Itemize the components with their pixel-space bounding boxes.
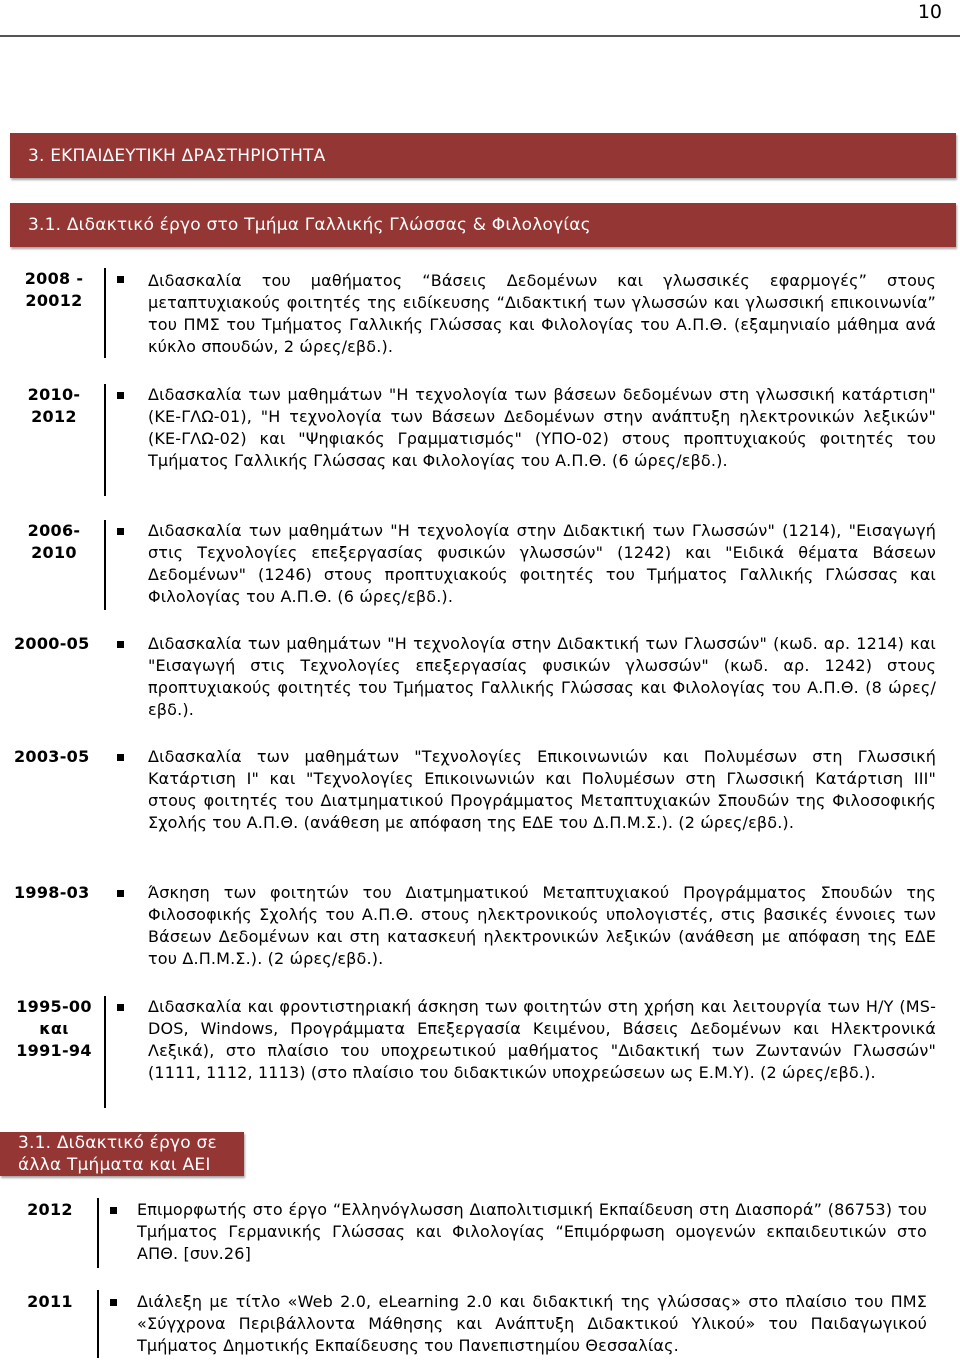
page-number: 10 (917, 1, 942, 23)
bullet-icon (110, 1299, 117, 1306)
subsection-title-1-text: 3.1. Διδακτικό έργο στο Τμήμα Γαλλικής Γλώσσας & Φιλολογίας (28, 215, 591, 235)
entry-year: 2011 (27, 1292, 73, 1311)
entry-divider (97, 1198, 99, 1268)
bullet-icon (117, 392, 124, 399)
header-rule (0, 35, 960, 37)
entry-text: Διδασκαλία του μαθήματος “Βάσεις Δεδομένων και γλωσσικές εφαρμογές” στους μεταπτυχιακούς φοιτητές της ειδίκευσης “Διδακτική των γλωσσών και γλωσσική επικοινωνία” του ΠΜΣ του Τμήματος Γαλλικής Γλώσσας και Φιλολογίας του Α.Π.Θ. (εξαμηνιαίο μάθημα ανά κύκλο σπουδών, 2 ώρες/εβδ.). (148, 271, 936, 356)
entry-divider (104, 384, 106, 496)
entry-text: Άσκηση των φοιτητών του Διατμηματικού Μεταπτυχιακού Προγράμματος Σπουδών της Φιλοσοφικής Σχολής του Α.Π.Θ. στους ηλεκτρονικούς υπολογιστές, στις βασικές έννοιες των Βάσεων Δεδομένων και στη κατασκευή ηλεκτρονικών λεξικών (ανάθεση με απόφαση της ΕΔΕ του Δ.Π.Μ.Σ.). (2 ώρες/εβδ.). (148, 883, 936, 968)
entry-text: Διδασκαλία των μαθημάτων "Η τεχνολογία στην Διδακτική των Γλωσσών" (κωδ. αρ. 1214) και "Εισαγωγή στις Τεχνολογίες επεξεργασίας φυσικών γλωσσών" (κωδ. αρ. 1242) στους προπτυχιακούς φοιτητές του Τμήματος Γαλλικής Γλώσσας και Φιλολογίας του Α.Π.Θ. (8 ώρες/εβδ.). (148, 634, 936, 719)
entry-text: Διδασκαλία των μαθημάτων "Η τεχνολογία στην Διδακτική των Γλωσσών" (1214), "Εισαγωγή στις Τεχνολογίες επεξεργασίας φυσικών γλωσσών" (1242) και "Ειδικά θέματα Βάσεων Δεδομένων" (1246) στους προπτυχιακούς φοιτητές του Τμήματος Γαλλικής Γλώσσας και Φιλολογίας του Α.Π.Θ. (6 ώρες/εβδ.). (148, 521, 936, 606)
entry-divider (104, 996, 106, 1108)
section-title (10, 133, 956, 178)
bullet-icon (110, 1207, 117, 1214)
entry-year: 2000-05 (14, 634, 90, 653)
bullet-icon (117, 276, 124, 283)
entry-divider (104, 520, 106, 610)
entry-year: 2006- 2010 (27, 521, 81, 562)
entry-year: 2010- 2012 (27, 385, 81, 426)
entry-year: 2012 (27, 1200, 73, 1219)
bullet-icon (117, 890, 124, 897)
entry-text: Διδασκαλία των μαθημάτων "Η τεχνολογία των βάσεων δεδομένων στη γλωσσική κατάρτιση" (ΚΕ-ΓΛΩ-01), "Η τεχνολογία των Βάσεων Δεδομένων στην ανάπτυξη ηλεκτρονικών λεξικών" (ΚΕ-ΓΛΩ-02) και "Ψηφιακός Γραμματισμός" (ΥΠΟ-02) στους προπτυχιακούς φοιτητές του Τμήματος Γαλλικής Γλώσσας και Φιλολογίας του Α.Π.Θ. (6 ώρες/εβδ.). (148, 385, 936, 470)
entry-year: 2008 - 20012 (24, 269, 84, 310)
entry-divider (104, 268, 106, 358)
entry-year: 1995-00 και 1991-94 (16, 997, 92, 1060)
subsection-title-2-text: 3.1. Διδακτικό έργο σε άλλα Τμήματα και ΑΕΙ (18, 1133, 217, 1175)
entry-text: Διδασκαλία των μαθημάτων "Τεχνολογίες Επικοινωνιών και Πολυμέσων στη Γλωσσική Κατάρτιση Ι" και "Τεχνολογίες Επικοινωνιών και Πολυμέσων στη Γλωσσική Κατάρτιση ΙΙΙ" στους φοιτητές του Διατμηματικού Προγράμματος Μεταπτυχιακών Σπουδών της Φιλοσοφικής Σχολής του Α.Π.Θ. (ανάθεση με απόφαση της ΕΔΕ του Δ.Π.Μ.Σ.). (2 ώρες/εβδ.). (148, 747, 936, 832)
bullet-icon (117, 528, 124, 535)
entry-text: Διάλεξη με τίτλο «Web 2.0, eLearning 2.0 και διδακτική της γλώσσας» στο πλαίσιο του ΠΜΣ «Σύγχρονα Περιβάλλοντα Μάθησης και Ανάπτυξη Διδακτικού Υλικού» του Παιδαγωγικού Τμήματος Δημοτικής Εκπαίδευσης του Πανεπιστημίου Θεσσαλίας. (137, 1292, 927, 1355)
entry-text: Διδασκαλία και φροντιστηριακή άσκηση των φοιτητών στη χρήση και λειτουργία των Η/Υ (MS-DOS, Windows, Προγράμματα Επεξεργασία Κειμένου, Βάσεις Δεδομένων και Ηλεκτρονικά Λεξικά), στο πλαίσιο του υποχρεωτικού μαθήματος "Διδακτική των Ζωντανών Γλωσσών" (1111, 1112, 1113) (στο πλαίσιο του διδακτικών υποχρεώσεων ως Ε.Μ.Υ). (2 ώρες/εβδ.). (148, 997, 936, 1082)
bullet-icon (117, 754, 124, 761)
entry-year: 1998-03 (14, 883, 90, 902)
section-title-text: 3. ΕΚΠΑΙΔΕΥΤΙΚΗ ΔΡΑΣΤΗΡΙΟΤΗΤΑ (28, 145, 326, 166)
entry-text: Επιμορφωτής στο έργο “Ελληνόγλωσση Διαπολιτισμική Εκπαίδευση στη Διασπορά” (86753) του Τμήματος Γερμανικής Γλώσσας και Φιλολογίας “Επιμόρφωση ομογενών εκπαιδευτικών στο ΑΠΘ. [συν.26] (137, 1200, 927, 1263)
bullet-icon (117, 1004, 124, 1011)
subsection-title-2 (0, 1132, 244, 1176)
entry-year: 2003-05 (14, 747, 90, 766)
entry-divider (97, 1290, 99, 1358)
subsection-title-1 (10, 203, 956, 247)
bullet-icon (117, 641, 124, 648)
